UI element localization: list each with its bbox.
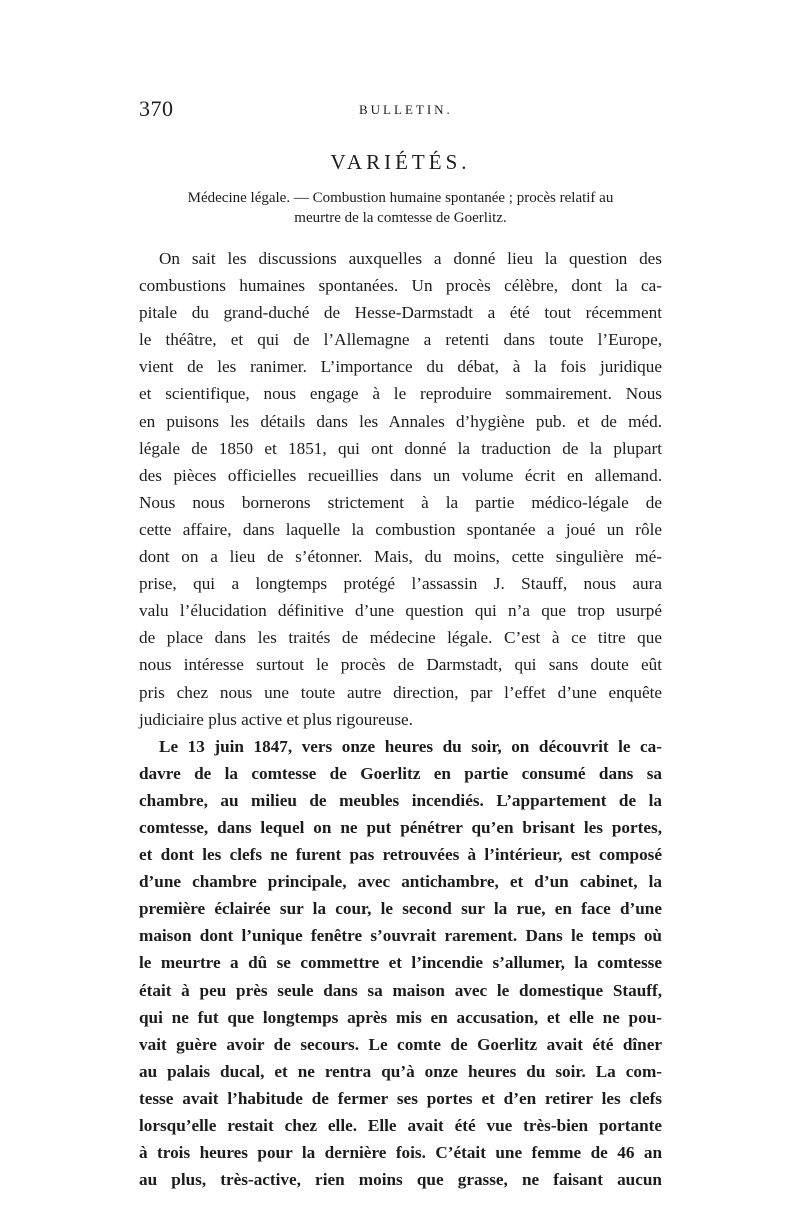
section-title: VARIÉTÉS. (330, 150, 471, 174)
body-line: prise, qui a longtemps protégé l’assassin J. Stauff, nous aura (139, 574, 662, 594)
body-line: comtesse, dans lequel on ne put pénétrer qu’en brisant les portes, (139, 817, 662, 837)
body-line: nous intéresse surtout le procès de Darmstadt, qui sans doute eût (139, 655, 662, 675)
body-line: légale de 1850 et 1851, qui ont donné la traduction de la plupart (139, 438, 662, 458)
article-subtitle (139, 188, 662, 228)
running-head: BULLETIN. (359, 102, 453, 117)
body-line: à trois heures pour la dernière fois. C’était une femme de 46 an (139, 1143, 662, 1163)
subtitle-line-1: Médecine légale. — Combustion humaine spontanée ; procès relatif au (187, 190, 614, 206)
body-line: maison dont l’unique fenêtre s’ouvrait rarement. Dans le temps où (139, 926, 662, 946)
body-line: davre de la comtesse de Goerlitz en partie consumé dans sa (139, 763, 662, 783)
body-line: lorsqu’elle restait chez elle. Elle avait été vue très-bien portante (139, 1116, 662, 1135)
body-line: au palais ducal, et ne rentra qu’à onze heures du soir. La com- (139, 1061, 662, 1081)
body-line: Nous nous bornerons strictement à la partie médico-légale de (139, 492, 662, 512)
article-body (139, 245, 662, 1193)
body-line: et dont les clefs ne furent pas retrouvées à l’intérieur, est composé (139, 845, 662, 865)
body-line: et scientifique, nous engage à le reproduire sommairement. Nous (139, 384, 662, 404)
body-line: d’une chambre principale, avec antichambre, et d’un cabinet, la (139, 872, 662, 892)
body-line: On sait les discussions auxquelles a donné lieu la question des (159, 249, 662, 268)
body-line: judiciaire plus active et plus rigoureuse. (139, 709, 413, 729)
body-line: Le 13 juin 1847, vers onze heures du soir, on découvrit le ca- (159, 736, 662, 756)
body-line: qui ne fut que longtemps après mis en accusation, et elle ne pou- (139, 1007, 662, 1027)
body-line: en puisons les détails dans les Annales d’hygiène pub. et de méd. (139, 411, 662, 431)
body-line: valu l’élucidation définitive d’une question qui n’a que trop usurpé (139, 601, 662, 621)
body-line: cette affaire, dans laquelle la combustion spontanée a joué un rôle (139, 519, 662, 539)
page-header (139, 96, 662, 126)
body-line: des pièces officielles recueillies dans un volume écrit en allemand. (139, 465, 662, 485)
body-line: première éclairée sur la cour, le second sur la rue, en face d’une (139, 899, 662, 919)
body-line: de place dans les traités de médecine légale. C’est à ce titre que (139, 628, 662, 648)
body-line: tesse avait l’habitude de fermer ses portes et d’en retirer les clefs (139, 1088, 662, 1108)
body-line: chambre, au milieu de meubles incendiés. L’appartement de la (139, 790, 662, 810)
body-line: le théâtre, et qui de l’Allemagne a retenti dans toute l’Europe, (139, 330, 662, 350)
body-line: pitale du grand-duché de Hesse-Darmstadt a été tout récemment (139, 303, 662, 323)
subtitle-line-2: meurtre de la comtesse de Goerlitz. (294, 210, 507, 226)
body-line: pris chez nous une toute autre direction, par l’effet d’une enquête (139, 682, 662, 702)
body-line: combustions humaines spontanées. Un procès célèbre, dont la ca- (139, 276, 662, 296)
body-line: au plus, très-active, rien moins que grasse, ne faisant aucun (139, 1170, 662, 1190)
body-line: dont on a lieu de s’étonner. Mais, du moins, cette singulière mé- (139, 547, 662, 567)
body-line: vait guère avoir de secours. Le comte de Goerlitz avait été dîner (139, 1034, 662, 1054)
body-line: vient de les ranimer. L’importance du débat, à la fois juridique (139, 357, 662, 377)
body-line: le meurtre a dû se commettre et l’incendie s’allumer, la comtesse (139, 953, 662, 973)
page-number: 370 (139, 96, 174, 121)
body-line: était à peu près seule dans sa maison avec le domestique Stauff, (139, 980, 662, 1000)
